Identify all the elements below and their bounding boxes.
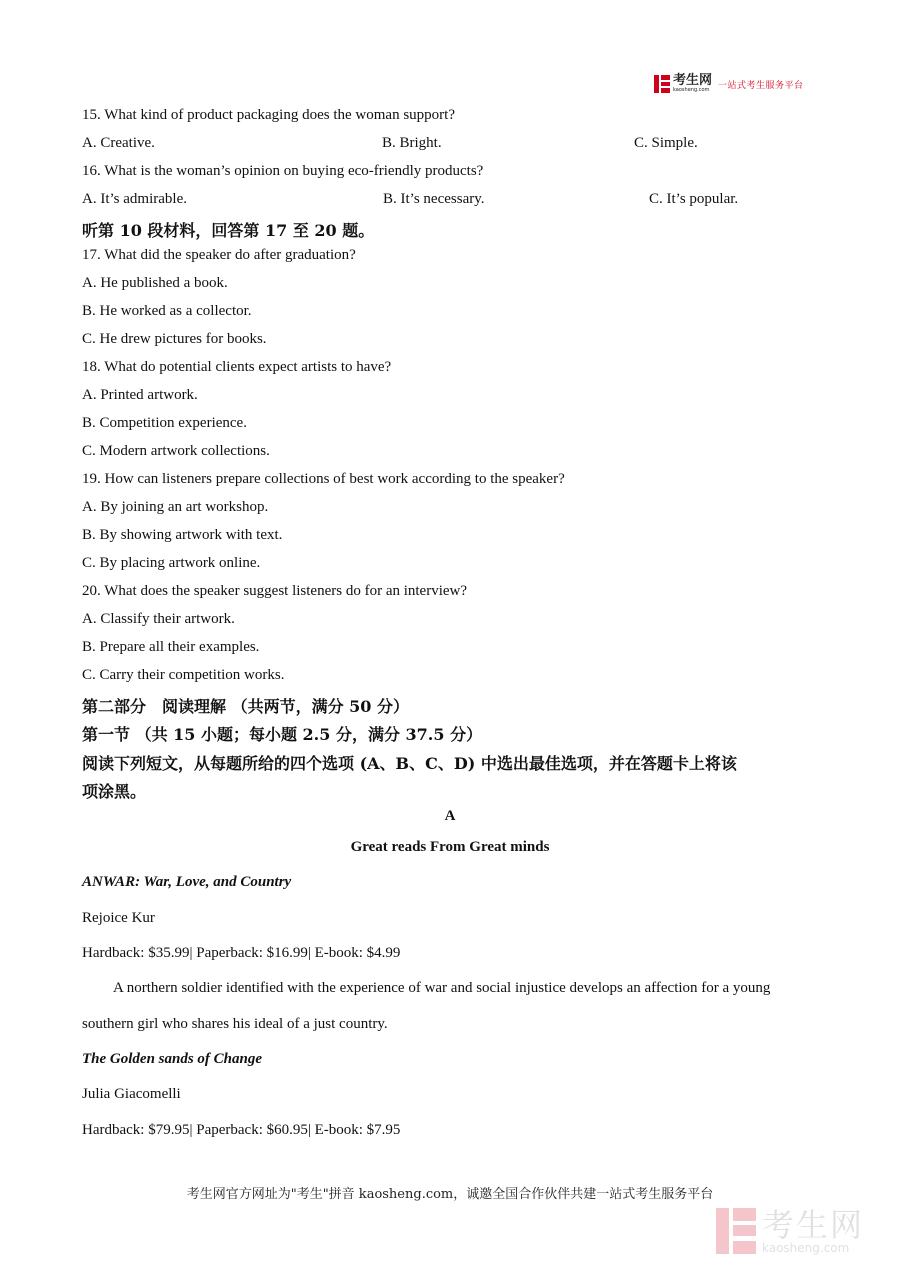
book-2-author: Julia Giacomelli — [82, 1086, 181, 1102]
question-16: 16. What is the woman’s opinion on buying eco-friendly products? — [82, 163, 484, 179]
q20-option-b: B. Prepare all their examples. — [82, 639, 260, 655]
question-17: 17. What did the speaker do after graduation? — [82, 247, 356, 263]
header-logo — [654, 73, 804, 95]
q20-option-a: A. Classify their artwork. — [82, 611, 235, 627]
q19-option-b: B. By showing artwork with text. — [82, 527, 283, 543]
section-10-instruction: 听第 10 段材料，回答第 17 至 20 题。 — [82, 221, 375, 240]
book-1-author: Rejoice Kur — [82, 910, 155, 926]
watermark-logo — [716, 1206, 864, 1256]
q18-option-c: C. Modern artwork collections. — [82, 443, 270, 459]
q15-option-c: C. Simple. — [634, 135, 698, 151]
question-20: 20. What does the speaker suggest listeners do for an interview? — [82, 583, 468, 599]
watermark-domain: kaosheng.com — [762, 1241, 850, 1255]
q17-option-a: A. He published a book. — [82, 275, 228, 291]
header-slogan: 一站式考生服务平台 — [718, 80, 804, 91]
book-1-description-line-2: southern girl who shares his ideal of a just country. — [82, 1016, 388, 1032]
book-1-description-line-1: A northern soldier identified with the experience of war and social injustice develops an affection for a young — [113, 980, 771, 996]
q17-option-c: C. He drew pictures for books. — [82, 331, 267, 347]
logo-domain: kaosheng.com — [673, 87, 710, 93]
reading-instruction-line-1: 阅读下列短文，从每题所给的四个选项 (A、B、C、D) 中选出最佳选项，并在答题卡上将该 — [82, 754, 737, 773]
q16-option-a: A. It’s admirable. — [82, 191, 187, 207]
q18-option-b: B. Competition experience. — [82, 415, 247, 431]
watermark-logo-icon — [716, 1208, 756, 1254]
book-2-title: The Golden sands of Change — [82, 1051, 263, 1067]
passage-title: Great reads From Great minds — [350, 839, 550, 855]
question-19: 19. How can listeners prepare collections of best work according to the speaker? — [82, 471, 565, 487]
question-18: 18. What do potential clients expect artists to have? — [82, 359, 392, 375]
q19-option-c: C. By placing artwork online. — [82, 555, 261, 571]
reading-instruction-line-2: 项涂黑。 — [82, 782, 147, 801]
section-1-title: 第一节 （共 15 小题；每小题 2.5 分，满分 37.5 分） — [82, 725, 483, 744]
book-1-title: ANWAR: War, Love, and Country — [82, 874, 292, 890]
watermark-brand-name: 考生网 — [762, 1206, 865, 1244]
q16-option-b: B. It’s necessary. — [383, 191, 485, 207]
q17-option-b: B. He worked as a collector. — [82, 303, 252, 319]
kaosheng-logo-icon — [654, 75, 670, 93]
footer-text: 考生网官方网址为"考生"拼音 kaosheng.com，诚邀全国合作伙伴共建一站式考生服务平台 — [186, 1187, 714, 1202]
q16-option-c: C. It’s popular. — [649, 191, 739, 207]
passage-label: A — [444, 808, 456, 824]
question-15: 15. What kind of product packaging does the woman support? — [82, 107, 455, 123]
q15-option-b: B. Bright. — [382, 135, 442, 151]
q15-option-a: A. Creative. — [82, 135, 155, 151]
q20-option-c: C. Carry their competition works. — [82, 667, 285, 683]
q18-option-a: A. Printed artwork. — [82, 387, 198, 403]
book-2-prices: Hardback: $79.95| Paperback: $60.95| E-book: $7.95 — [82, 1122, 401, 1138]
book-1-prices: Hardback: $35.99| Paperback: $16.99| E-book: $4.99 — [82, 945, 401, 961]
part-2-title: 第二部分 阅读理解 （共两节，满分 50 分） — [82, 697, 409, 716]
logo-brand-name: 考生网 — [673, 73, 713, 88]
q19-option-a: A. By joining an art workshop. — [82, 499, 269, 515]
